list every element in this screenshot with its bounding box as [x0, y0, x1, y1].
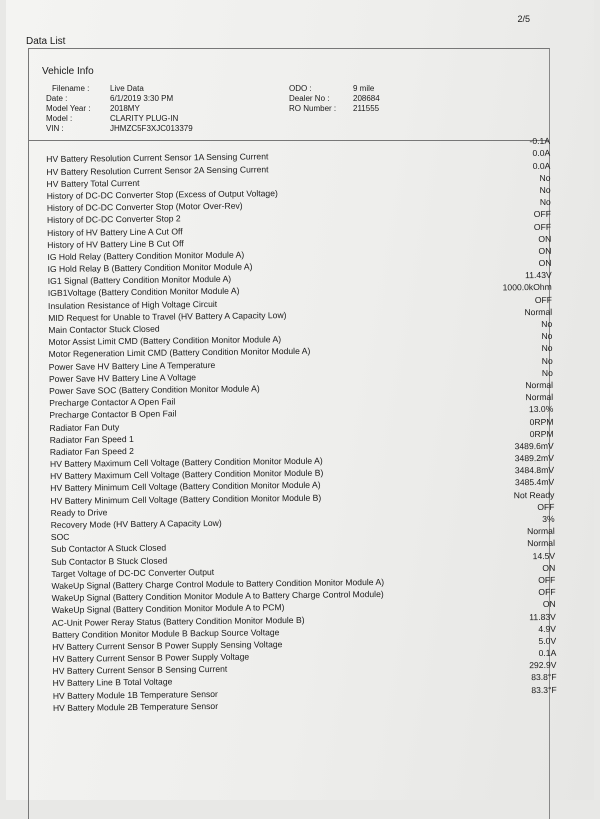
row-value: 3484.8mV: [515, 465, 556, 477]
row-value: OFF: [534, 221, 553, 232]
row-label: AC-Unit Power Reray Status (Battery Condition Monitor Module B): [52, 614, 305, 628]
row-label: HV Battery Minimum Cell Voltage (Battery Condition Monitor Module B): [50, 492, 321, 506]
row-label: Ready to Drive: [50, 507, 107, 519]
field-label: Filename :: [46, 84, 110, 94]
vehicle-info-field: [46, 114, 222, 124]
field-label: Model :: [46, 114, 110, 124]
row-label: History of HV Battery Line A Cut Off: [47, 226, 183, 239]
row-value: OFF: [537, 502, 556, 513]
vehicle-info-field: [289, 104, 465, 114]
row-label: Radiator Fan Speed 1: [50, 434, 134, 446]
row-value: 3%: [542, 514, 557, 525]
field-label: Date :: [46, 94, 110, 104]
field-value: 208684: [353, 94, 465, 104]
row-label: IGB1Voltage (Battery Condition Monitor Module A): [48, 286, 240, 299]
row-label: MID Request for Unable to Travel (HV Battery A Capacity Low): [48, 310, 286, 324]
row-value: Normal: [527, 526, 557, 537]
row-label: HV Battery Module 2B Temperature Sensor: [53, 701, 218, 714]
row-label: Main Contactor Stuck Closed: [48, 324, 159, 336]
row-label: HV Battery Module 1B Temperature Sensor: [53, 689, 218, 702]
row-label: HV Battery Line B Total Voltage: [53, 677, 173, 689]
row-label: Target Voltage of DC-DC Converter Output: [51, 567, 214, 580]
row-label: HV Battery Total Current: [46, 178, 139, 190]
row-value: ON: [538, 246, 553, 257]
row-label: HV Battery Current Sensor B Sensing Current: [52, 664, 227, 677]
field-label: RO Number :: [289, 104, 353, 114]
row-value: No: [541, 319, 554, 330]
data-list-table: [46, 135, 559, 714]
vehicle-info-left: [46, 84, 222, 134]
row-value: 5.0V: [538, 636, 558, 647]
row-value: Normal: [524, 307, 554, 318]
row-label: HV Battery Minimum Cell Voltage (Battery Condition Monitor Module A): [50, 480, 320, 494]
row-value: 3489.6mV: [515, 441, 556, 453]
row-value: No: [542, 343, 555, 354]
row-label: Radiator Fan Duty: [49, 422, 119, 434]
row-label: Precharge Contactor B Open Fail: [49, 409, 176, 422]
row-value: Normal: [525, 380, 555, 391]
row-value: No: [542, 368, 555, 379]
document-title: Data List: [26, 36, 65, 47]
field-label: Model Year :: [46, 104, 110, 114]
field-value: 9 mile: [353, 84, 465, 94]
row-label: IG Hold Relay (Battery Condition Monitor Module A): [47, 249, 244, 262]
row-value: 0RPM: [530, 428, 556, 439]
row-label: History of DC-DC Converter Stop (Motor Over-Rev): [47, 201, 243, 214]
vehicle-info-title: Vehicle Info: [42, 66, 94, 77]
row-value: 0.0A: [532, 148, 552, 159]
vehicle-info-field: [46, 124, 222, 134]
row-value: -0.1A: [529, 136, 552, 147]
row-value: 3489.2mV: [515, 453, 556, 465]
row-label: HV Battery Maximum Cell Voltage (Battery Condition Monitor Module A): [50, 456, 323, 470]
printed-page: [6, 0, 594, 800]
row-value: ON: [543, 599, 558, 610]
row-label: Sub Contactor B Stuck Closed: [51, 555, 167, 567]
row-label: HV Battery Maximum Cell Voltage (Battery Condition Monitor Module B): [50, 468, 323, 482]
row-label: Power Save HV Battery Line A Temperature: [49, 360, 216, 373]
row-value: ON: [542, 563, 557, 574]
row-value: 14.5V: [533, 550, 558, 561]
field-value: 211555: [353, 104, 465, 114]
row-label: HV Battery Current Sensor B Power Supply Sensing Voltage: [52, 639, 282, 653]
row-value: ON: [539, 258, 554, 269]
vehicle-info-field: [46, 84, 222, 94]
row-value: OFF: [538, 575, 557, 586]
row-label: Motor Regeneration Limit CMD (Battery Condition Monitor Module A): [49, 346, 311, 360]
row-value: 1000.0kOhm: [503, 282, 554, 294]
row-label: Precharge Contactor A Open Fail: [49, 397, 175, 410]
page-number: 2/5: [517, 14, 530, 24]
vehicle-info-field: [46, 104, 222, 114]
row-value: 83.3°F: [531, 684, 559, 695]
row-label: Battery Condition Monitor Module B Backup Source Voltage: [52, 627, 280, 641]
vehicle-info-field: [289, 94, 465, 104]
field-value: 6/1/2019 3:30 PM: [110, 94, 222, 104]
row-value: 0RPM: [530, 416, 556, 427]
row-value: Normal: [527, 538, 557, 549]
row-label: IG Hold Relay B (Battery Condition Monitor Module A): [48, 262, 253, 276]
field-value: JHMZC5F3XJC013379: [110, 124, 222, 134]
row-value: 4.9V: [538, 623, 558, 634]
row-value: 13.0%: [529, 404, 556, 415]
row-label: WakeUp Signal (Battery Condition Monitor Module A to Battery Charge Control Module): [52, 589, 384, 604]
row-value: 0.0A: [533, 160, 553, 171]
row-label: Radiator Fan Speed 2: [50, 446, 134, 458]
row-value: ON: [538, 233, 553, 244]
row-value: Normal: [525, 392, 555, 403]
row-value: No: [540, 185, 553, 196]
row-label: WakeUp Signal (Battery Condition Monitor Module A to PCM): [52, 602, 285, 616]
row-label: Power Save SOC (Battery Condition Monitor Module A): [49, 383, 260, 397]
row-label: History of DC-DC Converter Stop (Excess of Output Voltage): [47, 188, 278, 202]
row-value: 0.1A: [539, 648, 559, 659]
vehicle-info-field: [46, 94, 222, 104]
row-value: No: [541, 331, 554, 342]
vehicle-info-right: [289, 84, 465, 114]
field-label: Dealer No :: [289, 94, 353, 104]
row-label: HV Battery Resolution Current Sensor 1A Sensing Current: [46, 152, 268, 166]
row-label: IG1 Signal (Battery Condition Monitor Module A): [48, 274, 232, 287]
row-label: Insulation Resistance of High Voltage Circuit: [48, 299, 217, 312]
row-value: OFF: [538, 587, 557, 598]
row-value: OFF: [535, 294, 554, 305]
row-label: SOC: [51, 532, 70, 543]
field-label: ODO :: [289, 84, 353, 94]
row-value: No: [539, 173, 552, 184]
field-label: VIN :: [46, 124, 110, 134]
row-label: HV Battery Resolution Current Sensor 2A Sensing Current: [46, 164, 268, 178]
row-label: History of HV Battery Line B Cut Off: [47, 238, 184, 251]
row-value: 83.8°F: [531, 672, 559, 683]
row-label: HV Battery Current Sensor B Power Supply Voltage: [52, 652, 249, 665]
field-value: Live Data: [110, 84, 222, 94]
row-label: Recovery Mode (HV Battery A Capacity Low): [51, 518, 222, 531]
row-value: 11.43V: [525, 270, 554, 281]
field-value: CLARITY PLUG-IN: [110, 114, 222, 124]
row-value: 11.83V: [529, 611, 558, 622]
vehicle-info-field: [289, 84, 465, 94]
row-label: Sub Contactor A Stuck Closed: [51, 543, 166, 555]
row-value: 3485.4mV: [515, 477, 556, 489]
row-value: OFF: [534, 209, 553, 220]
field-value: 2018MY: [110, 104, 222, 114]
row-value: No: [542, 355, 555, 366]
row-value: No: [540, 197, 553, 208]
row-value: Not Ready: [514, 489, 557, 501]
row-label: History of DC-DC Converter Stop 2: [47, 214, 181, 227]
row-label: Power Save HV Battery Line A Voltage: [49, 372, 196, 385]
row-label: WakeUp Signal (Battery Charge Control Module to Battery Condition Monitor Module A): [51, 577, 384, 592]
row-label: Motor Assist Limit CMD (Battery Condition Monitor Module A): [48, 334, 281, 348]
row-value: 292.9V: [529, 660, 558, 671]
